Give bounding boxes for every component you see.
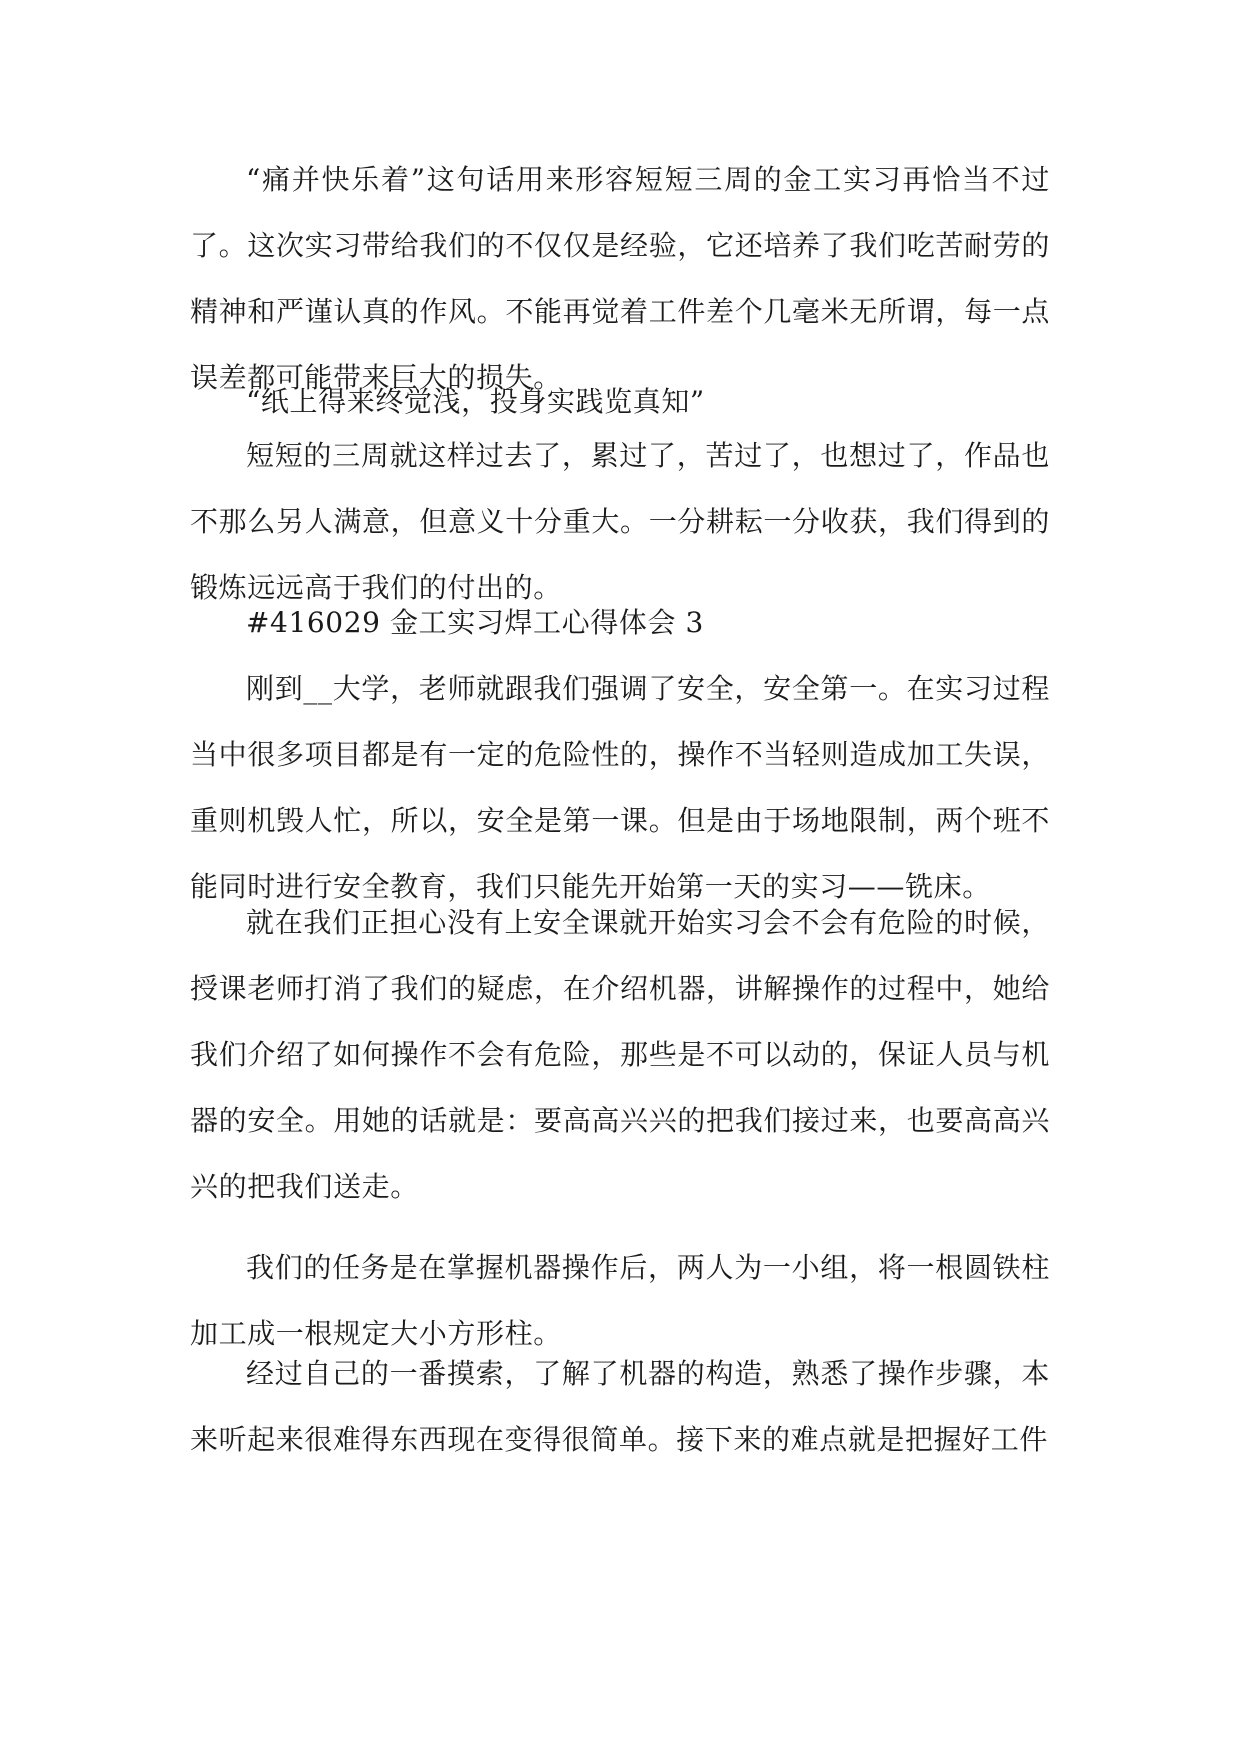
paragraph-4-heading: #416029 金工实习焊工心得体会 3: [246, 606, 704, 639]
paragraph-1: “痛并快乐着”这句话用来形容短短三周的金工实习再恰当不过了。这次实习带给我们的不仅仅是经验，它还培养了我们吃苦耐劳的精神和严谨认真的作风。不能再觉着工件差个几毫米无所谓，每一点误差都可能带来巨大的损失。: [190, 163, 1050, 394]
paragraph-5: 刚到__大学，老师就跟我们强调了安全，安全第一。在实习过程当中很多项目都是有一定的危险性的，操作不当轻则造成加工失误，重则机毁人忙，所以，安全是第一课。但是由于场地限制，两个班不能同时进行安全教育，我们只能先开始第一天的实习——铣床。: [190, 672, 1050, 903]
paragraph-2: “纸上得来终觉浅，投身实践览真知”: [246, 385, 705, 418]
paragraph-6: 就在我们正担心没有上安全课就开始实习会不会有危险的时候，授课老师打消了我们的疑虑，在介绍机器，讲解操作的过程中，她给我们介绍了如何操作不会有危险，那些是不可以动的，保证人员与机器的安全。用她的话就是：要高高兴兴的把我们接过来，也要高高兴兴的把我们送走。: [190, 906, 1050, 1203]
paragraph-7: 我们的任务是在掌握机器操作后，两人为一小组，将一根圆铁柱加工成一根规定大小方形柱。: [190, 1251, 1050, 1350]
paragraph-8: 经过自己的一番摸索，了解了机器的构造，熟悉了操作步骤，本来听起来很难得东西现在变得很简单。接下来的难点就是把握好工件: [190, 1357, 1050, 1456]
paragraph-3: 短短的三周就这样过去了，累过了，苦过了，也想过了，作品也不那么另人满意，但意义十分重大。一分耕耘一分收获，我们得到的锻炼远远高于我们的付出的。: [190, 439, 1050, 604]
